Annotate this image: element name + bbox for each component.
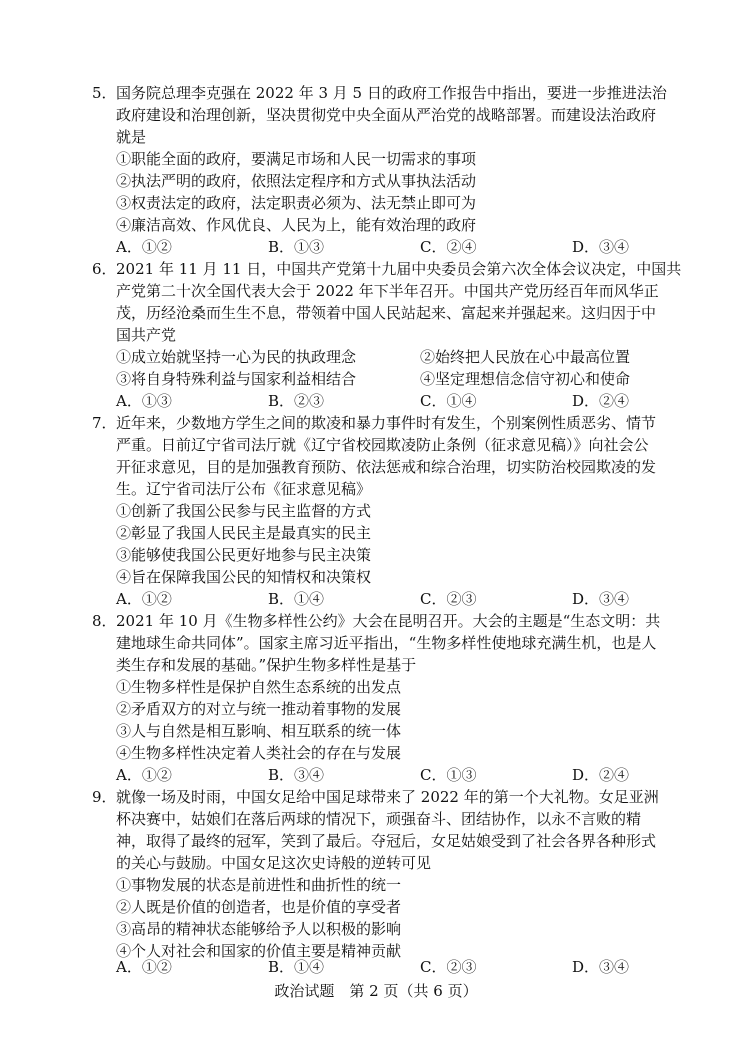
option-c: C．①③: [420, 766, 477, 784]
answer-options: [116, 588, 716, 610]
statement-item: ①事物发展的状态是前进性和曲折性的统一: [116, 876, 402, 894]
statement-item: ③能够使我国公民更好地参与民主决策: [116, 546, 372, 564]
option-c: C．②③: [420, 590, 477, 608]
question-stem-line: 产党第二十次全国代表大会于 2022 年下半年召开。中国共产党历经百年而风华正: [116, 282, 659, 300]
option-a: A．①②: [116, 958, 172, 976]
statement-item: ②矛盾双方的对立与统一推动着事物的发展: [116, 700, 402, 718]
option-b: B．②③: [268, 392, 325, 410]
statement-item: ③权责法定的政府，法定职责必须为、法无禁止即可为: [116, 194, 477, 212]
option-d: D．②④: [572, 392, 630, 410]
statement-item: ①成立始就坚持一心为民的执政理念: [116, 348, 357, 366]
question-stem-line: 的关心与鼓励。中国女足这次史诗般的逆转可见: [116, 854, 432, 872]
answer-options: [116, 956, 716, 978]
option-c: C．②④: [420, 238, 477, 256]
statement-item: ①创新了我国公民参与民主监督的方式: [116, 502, 372, 520]
answer-options: [116, 390, 716, 412]
answer-options: [116, 236, 716, 258]
option-a: A．①②: [116, 766, 172, 784]
statement-item: ①职能全面的政府，要满足市场和人民一切需求的事项: [116, 150, 477, 168]
statement-item: ④个人对社会和国家的价值主要是精神贡献: [116, 942, 402, 960]
option-d: D．③④: [572, 590, 630, 608]
option-c: C．①④: [420, 392, 477, 410]
question-number: 5．: [92, 84, 117, 102]
question-stem-line: 神，取得了最终的冠军，笑到了最后。夺冠后，女足姑娘受到了社会各界各种形式: [116, 832, 657, 850]
question-stem-line: 国共产党: [116, 326, 177, 344]
statement-item: ③高昂的精神状态能够给予人以积极的影响: [116, 920, 402, 938]
question-stem-line: 类生存和发展的基础。”保护生物多样性是基于: [116, 656, 417, 674]
statement-item: ②执法严明的政府，依照法定程序和方式从事执法活动: [116, 172, 477, 190]
question-stem-line: 就像一场及时雨，中国女足给中国足球带来了 2022 年的第一个大礼物。女足亚洲: [116, 788, 659, 806]
question-stem-line: 2021 年 11 月 11 日，中国共产党第十九届中央委员会第六次全体会议决定，中国共: [116, 260, 682, 278]
page-footer: 政治试题 第 2 页（共 6 页）: [274, 982, 478, 1000]
question-stem-line: 就是: [116, 128, 147, 146]
statement-item: ④旨在保障我国公民的知情权和决策权: [116, 568, 372, 586]
statement-item: ④坚定理想信念信守初心和使命: [420, 370, 631, 388]
option-b: B．①④: [268, 590, 325, 608]
option-a: A．①③: [116, 392, 172, 410]
question-number: 8．: [92, 612, 117, 630]
option-a: A．①②: [116, 238, 172, 256]
question-stem-line: 生。辽宁省司法厅公布《征求意见稿》: [116, 480, 372, 498]
question-stem-line: 开征求意见，目的是加强教育预防、依法惩戒和综合治理，切实防治校园欺凌的发: [116, 458, 657, 476]
statement-item: ③将自身特殊利益与国家利益相结合: [116, 370, 357, 388]
option-b: B．①③: [268, 238, 325, 256]
answer-options: [116, 764, 716, 786]
question-stem-line: 杯决赛中，姑娘们在落后两球的情况下，顽强奋斗、团结协作，以永不言败的精: [116, 810, 642, 828]
statement-item: ②彰显了我国人民民主是最真实的民主: [116, 524, 372, 542]
question-stem-line: 2021 年 10 月《生物多样性公约》大会在昆明召开。大会的主题是“生态文明：共: [116, 612, 661, 630]
option-d: D．③④: [572, 238, 630, 256]
question-stem-line: 国务院总理李克强在 2022 年 3 月 5 日的政府工作报告中指出，要进一步推进法治: [116, 84, 667, 102]
option-a: A．①②: [116, 590, 172, 608]
statement-item: ②人既是价值的创造者，也是价值的享受者: [116, 898, 402, 916]
question-stem-line: 政府建设和治理创新，坚决贯彻党中央全面从严治党的战略部署。而建设法治政府: [116, 106, 657, 124]
option-d: D．③④: [572, 958, 630, 976]
option-c: C．②③: [420, 958, 477, 976]
option-d: D．②④: [572, 766, 630, 784]
statement-item: ①生物多样性是保护自然生态系统的出发点: [116, 678, 402, 696]
question-stem-line: 茂，历经沧桑而生生不息，带领着中国人民站起来、富起来并强起来。这归因于中: [116, 304, 657, 322]
question-number: 7．: [92, 414, 117, 432]
question-number: 6．: [92, 260, 117, 278]
question-stem-line: 严重。日前辽宁省司法厅就《辽宁省校园欺凌防止条例（征求意见稿）》向社会公: [116, 436, 649, 454]
question-stem-line: 近年来，少数地方学生之间的欺凌和暴力事件时有发生，个别案例性质恶劣、情节: [116, 414, 657, 432]
question-stem-line: 建地球生命共同体”。国家主席习近平指出，“生物多样性使地球充满生机，也是人: [116, 634, 657, 652]
statement-item: ④廉洁高效、作风优良、人民为上，能有效治理的政府: [116, 216, 477, 234]
question-number: 9．: [92, 788, 117, 806]
option-b: B．③④: [268, 766, 325, 784]
option-b: B．①④: [268, 958, 325, 976]
statement-item: ④生物多样性决定着人类社会的存在与发展: [116, 744, 402, 762]
statement-item: ③人与自然是相互影响、相互联系的统一体: [116, 722, 402, 740]
statement-item: ②始终把人民放在心中最高位置: [420, 348, 631, 366]
